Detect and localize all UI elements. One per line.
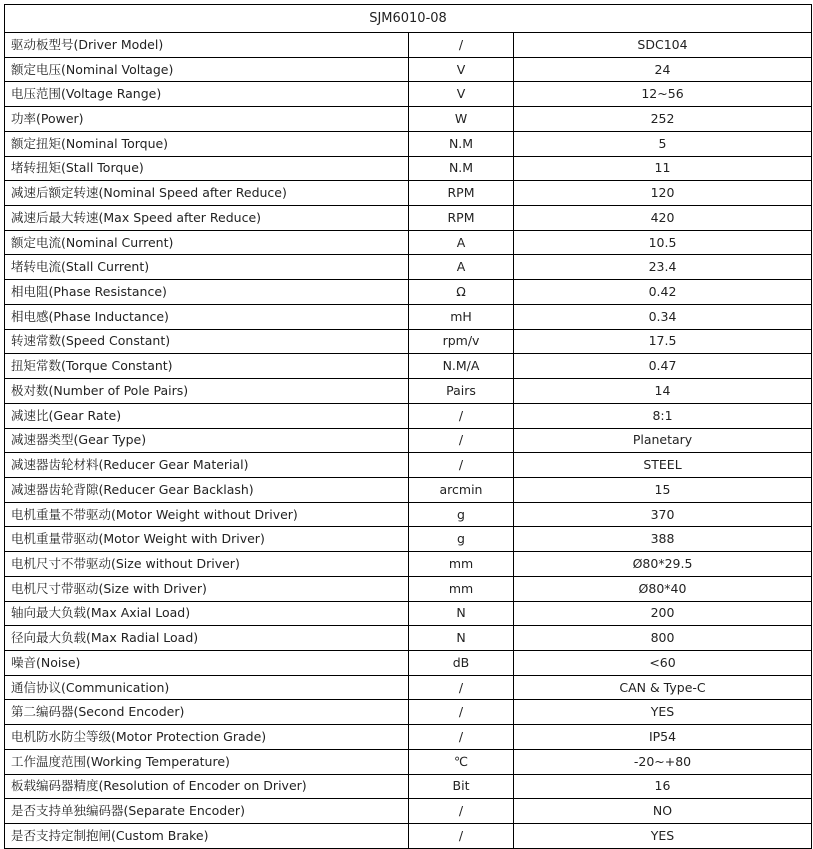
table-row bbox=[5, 230, 812, 255]
unit-cell: g bbox=[409, 527, 514, 552]
value-cell: 0.42 bbox=[514, 280, 812, 305]
table-row bbox=[5, 428, 812, 453]
table-row bbox=[5, 181, 812, 206]
value-cell: IP54 bbox=[514, 725, 812, 750]
table-row bbox=[5, 131, 812, 156]
unit-cell: N bbox=[409, 626, 514, 651]
value-cell: 420 bbox=[514, 206, 812, 231]
param-cell: 扭矩常数(Torque Constant) bbox=[5, 354, 409, 379]
value-cell: 370 bbox=[514, 502, 812, 527]
unit-cell: N.M bbox=[409, 131, 514, 156]
unit-cell: W bbox=[409, 107, 514, 132]
value-cell: 24 bbox=[514, 57, 812, 82]
value-cell: Planetary bbox=[514, 428, 812, 453]
table-row bbox=[5, 527, 812, 552]
param-cell: 噪音(Noise) bbox=[5, 650, 409, 675]
table-row bbox=[5, 57, 812, 82]
value-cell: SDC104 bbox=[514, 33, 812, 58]
unit-cell: / bbox=[409, 453, 514, 478]
param-cell: 减速比(Gear Rate) bbox=[5, 403, 409, 428]
value-cell: 200 bbox=[514, 601, 812, 626]
table-row bbox=[5, 725, 812, 750]
unit-cell: RPM bbox=[409, 181, 514, 206]
param-cell: 减速器齿轮材料(Reducer Gear Material) bbox=[5, 453, 409, 478]
param-cell: 极对数(Number of Pole Pairs) bbox=[5, 379, 409, 404]
unit-cell: / bbox=[409, 403, 514, 428]
value-cell: 15 bbox=[514, 477, 812, 502]
param-cell: 电机防水防尘等级(Motor Protection Grade) bbox=[5, 725, 409, 750]
table-row bbox=[5, 626, 812, 651]
param-cell: 减速后最大转速(Max Speed after Reduce) bbox=[5, 206, 409, 231]
table-row bbox=[5, 280, 812, 305]
param-cell: 额定电压(Nominal Voltage) bbox=[5, 57, 409, 82]
param-cell: 第二编码器(Second Encoder) bbox=[5, 700, 409, 725]
value-cell: 5 bbox=[514, 131, 812, 156]
param-cell: 额定电流(Nominal Current) bbox=[5, 230, 409, 255]
unit-cell: / bbox=[409, 428, 514, 453]
param-cell: 额定扭矩(Nominal Torque) bbox=[5, 131, 409, 156]
table-row bbox=[5, 601, 812, 626]
param-cell: 电机尺寸带驱动(Size with Driver) bbox=[5, 576, 409, 601]
param-cell: 是否支持定制抱闸(Custom Brake) bbox=[5, 824, 409, 849]
value-cell: 11 bbox=[514, 156, 812, 181]
value-cell: 0.47 bbox=[514, 354, 812, 379]
table-row bbox=[5, 379, 812, 404]
value-cell: YES bbox=[514, 700, 812, 725]
param-cell: 减速器类型(Gear Type) bbox=[5, 428, 409, 453]
table-row bbox=[5, 749, 812, 774]
table-row bbox=[5, 403, 812, 428]
table-row bbox=[5, 650, 812, 675]
param-cell: 是否支持单独编码器(Separate Encoder) bbox=[5, 799, 409, 824]
unit-cell: V bbox=[409, 57, 514, 82]
value-cell: 14 bbox=[514, 379, 812, 404]
value-cell: 252 bbox=[514, 107, 812, 132]
param-cell: 电压范围(Voltage Range) bbox=[5, 82, 409, 107]
unit-cell: mH bbox=[409, 304, 514, 329]
unit-cell: / bbox=[409, 799, 514, 824]
unit-cell: / bbox=[409, 824, 514, 849]
table-row bbox=[5, 107, 812, 132]
table-row bbox=[5, 354, 812, 379]
param-cell: 转速常数(Speed Constant) bbox=[5, 329, 409, 354]
unit-cell: arcmin bbox=[409, 477, 514, 502]
param-cell: 径向最大负载(Max Radial Load) bbox=[5, 626, 409, 651]
param-cell: 电机重量不带驱动(Motor Weight without Driver) bbox=[5, 502, 409, 527]
unit-cell: mm bbox=[409, 552, 514, 577]
table-title: SJM6010-08 bbox=[5, 5, 812, 33]
table-row bbox=[5, 552, 812, 577]
value-cell: 388 bbox=[514, 527, 812, 552]
table-row bbox=[5, 675, 812, 700]
unit-cell: RPM bbox=[409, 206, 514, 231]
param-cell: 堵转扭矩(Stall Torque) bbox=[5, 156, 409, 181]
unit-cell: rpm/v bbox=[409, 329, 514, 354]
param-cell: 通信协议(Communication) bbox=[5, 675, 409, 700]
unit-cell: Bit bbox=[409, 774, 514, 799]
param-cell: 工作温度范围(Working Temperature) bbox=[5, 749, 409, 774]
param-cell: 减速器齿轮背隙(Reducer Gear Backlash) bbox=[5, 477, 409, 502]
value-cell: CAN & Type-C bbox=[514, 675, 812, 700]
table-row bbox=[5, 502, 812, 527]
value-cell: STEEL bbox=[514, 453, 812, 478]
unit-cell: N.M bbox=[409, 156, 514, 181]
value-cell: 23.4 bbox=[514, 255, 812, 280]
table-row bbox=[5, 700, 812, 725]
unit-cell: A bbox=[409, 255, 514, 280]
unit-cell: Ω bbox=[409, 280, 514, 305]
unit-cell: / bbox=[409, 700, 514, 725]
table-row bbox=[5, 255, 812, 280]
param-cell: 减速后额定转速(Nominal Speed after Reduce) bbox=[5, 181, 409, 206]
value-cell: 16 bbox=[514, 774, 812, 799]
table-row bbox=[5, 304, 812, 329]
unit-cell: dB bbox=[409, 650, 514, 675]
param-cell: 功率(Power) bbox=[5, 107, 409, 132]
value-cell: 120 bbox=[514, 181, 812, 206]
param-cell: 相电感(Phase Inductance) bbox=[5, 304, 409, 329]
value-cell: <60 bbox=[514, 650, 812, 675]
spec-table bbox=[4, 4, 812, 849]
value-cell: NO bbox=[514, 799, 812, 824]
param-cell: 相电阻(Phase Resistance) bbox=[5, 280, 409, 305]
value-cell: YES bbox=[514, 824, 812, 849]
param-cell: 轴向最大负载(Max Axial Load) bbox=[5, 601, 409, 626]
table-row bbox=[5, 453, 812, 478]
param-cell: 堵转电流(Stall Current) bbox=[5, 255, 409, 280]
table-row bbox=[5, 477, 812, 502]
table-row bbox=[5, 156, 812, 181]
value-cell: Ø80*29.5 bbox=[514, 552, 812, 577]
unit-cell: / bbox=[409, 725, 514, 750]
unit-cell: V bbox=[409, 82, 514, 107]
table-row bbox=[5, 206, 812, 231]
value-cell: 800 bbox=[514, 626, 812, 651]
unit-cell: g bbox=[409, 502, 514, 527]
unit-cell: / bbox=[409, 675, 514, 700]
unit-cell: A bbox=[409, 230, 514, 255]
table-row bbox=[5, 824, 812, 849]
unit-cell: ℃ bbox=[409, 749, 514, 774]
table-row bbox=[5, 774, 812, 799]
param-cell: 电机尺寸不带驱动(Size without Driver) bbox=[5, 552, 409, 577]
table-row bbox=[5, 576, 812, 601]
value-cell: 17.5 bbox=[514, 329, 812, 354]
title-row bbox=[5, 5, 812, 33]
value-cell: Ø80*40 bbox=[514, 576, 812, 601]
value-cell: 0.34 bbox=[514, 304, 812, 329]
value-cell: -20~+80 bbox=[514, 749, 812, 774]
value-cell: 12~56 bbox=[514, 82, 812, 107]
unit-cell: / bbox=[409, 33, 514, 58]
table-row bbox=[5, 82, 812, 107]
param-cell: 板载编码器精度(Resolution of Encoder on Driver) bbox=[5, 774, 409, 799]
unit-cell: Pairs bbox=[409, 379, 514, 404]
table-row bbox=[5, 33, 812, 58]
param-cell: 电机重量带驱动(Motor Weight with Driver) bbox=[5, 527, 409, 552]
spec-rows bbox=[5, 33, 812, 849]
unit-cell: N bbox=[409, 601, 514, 626]
unit-cell: N.M/A bbox=[409, 354, 514, 379]
param-cell: 驱动板型号(Driver Model) bbox=[5, 33, 409, 58]
table-row bbox=[5, 329, 812, 354]
table-row bbox=[5, 799, 812, 824]
unit-cell: mm bbox=[409, 576, 514, 601]
value-cell: 8:1 bbox=[514, 403, 812, 428]
value-cell: 10.5 bbox=[514, 230, 812, 255]
